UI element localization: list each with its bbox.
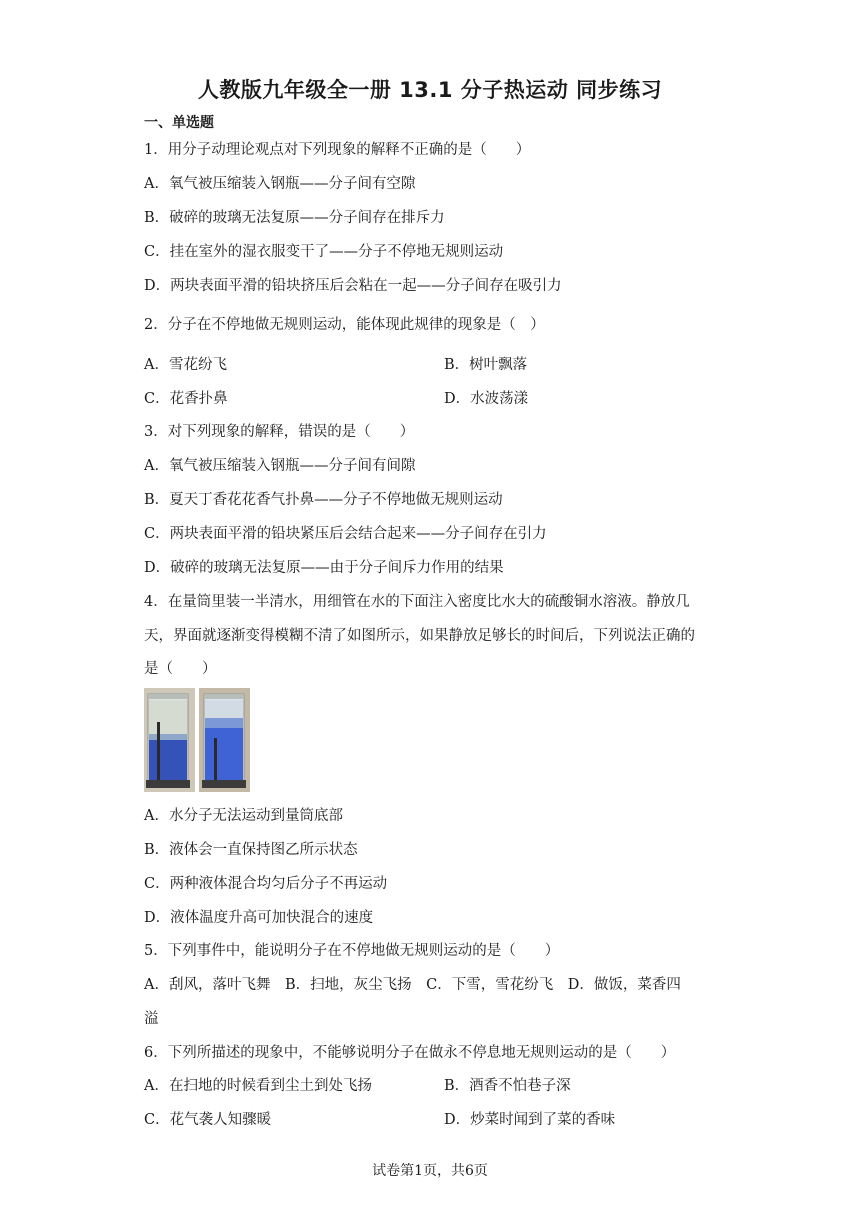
section-heading: 一、单选题 bbox=[144, 115, 214, 131]
question-4-stem-line-2: 天，界面就逐渐变得模糊不清了如图所示，如果静放足够长的时间后，下列说法正确的 bbox=[144, 628, 695, 644]
question-5-stem: 5．下列事件中，能说明分子在不停地做无规则运动的是（ ） bbox=[144, 943, 560, 959]
question-6-option-c: C．花气袭人知骤暖 bbox=[144, 1112, 272, 1128]
question-1-option-b: B．破碎的玻璃无法复原——分子间存在排斥力 bbox=[144, 210, 445, 226]
question-2-option-c: C．花香扑鼻 bbox=[144, 391, 228, 407]
page-footer: 试卷第1页，共6页 bbox=[372, 1163, 488, 1179]
question-3-stem: 3．对下列现象的解释，错误的是（ ） bbox=[144, 424, 415, 440]
question-2-stem: 2．分子在不停地做无规则运动，能体现此规律的现象是（ ） bbox=[144, 317, 545, 333]
question-1-stem: 1．用分子动理论观点对下列现象的解释不正确的是（ ） bbox=[144, 142, 531, 158]
question-3-option-a: A．氧气被压缩装入钢瓶——分子间有间隙 bbox=[144, 458, 416, 474]
question-1-option-d: D．两块表面平滑的铅块挤压后会粘在一起——分子间存在吸引力 bbox=[144, 278, 562, 294]
question-4-option-a: A．水分子无法运动到量筒底部 bbox=[144, 808, 343, 824]
question-2-option-d: D．水波荡漾 bbox=[444, 391, 529, 407]
document-title: 人教版九年级全一册 13.1 分子热运动 同步练习 bbox=[197, 78, 663, 102]
question-5-options-continued: 溢 bbox=[144, 1011, 159, 1027]
question-3-option-b: B．夏天丁香花花香气扑鼻——分子不停地做无规则运动 bbox=[144, 492, 503, 508]
question-4-option-c: C．两种液体混合均匀后分子不再运动 bbox=[144, 876, 388, 892]
question-2-option-a: A．雪花纷飞 bbox=[144, 357, 227, 373]
question-4-option-d: D．液体温度升高可加快混合的速度 bbox=[144, 910, 374, 926]
question-2-option-b: B．树叶飘落 bbox=[444, 357, 528, 373]
question-6-option-b: B．酒香不怕巷子深 bbox=[444, 1078, 571, 1094]
question-1-option-a: A．氧气被压缩装入钢瓶——分子间有空隙 bbox=[144, 176, 416, 192]
question-6-option-a: A．在扫地的时候看到尘土到处飞扬 bbox=[144, 1078, 372, 1094]
question-6-stem: 6．下列所描述的现象中，不能够说明分子在做永不停息地无规则运动的是（ ） bbox=[144, 1045, 676, 1061]
question-1-option-c: C．挂在室外的湿衣服变干了——分子不停地无规则运动 bbox=[144, 244, 504, 260]
question-4-stem-line-1: 4．在量筒里装一半清水，用细管在水的下面注入密度比水大的硫酸铜水溶液。静放几 bbox=[144, 594, 690, 610]
question-3-option-d: D．破碎的玻璃无法复原——由于分子间斥力作用的结果 bbox=[144, 560, 504, 576]
question-4-stem-line-3: 是（ ） bbox=[144, 661, 217, 677]
question-5-options: A．刮风，落叶飞舞 B．扫地，灰尘飞扬 C．下雪，雪花纷飞 D．做饭，菜香四 bbox=[144, 977, 681, 993]
question-6-option-d: D．炒菜时闻到了菜的香味 bbox=[444, 1112, 616, 1128]
graduated-cylinder-photo bbox=[144, 688, 250, 792]
question-3-option-c: C．两块表面平滑的铅块紧压后会结合起来——分子间存在引力 bbox=[144, 526, 547, 542]
question-4-option-b: B．液体会一直保持图乙所示状态 bbox=[144, 842, 358, 858]
